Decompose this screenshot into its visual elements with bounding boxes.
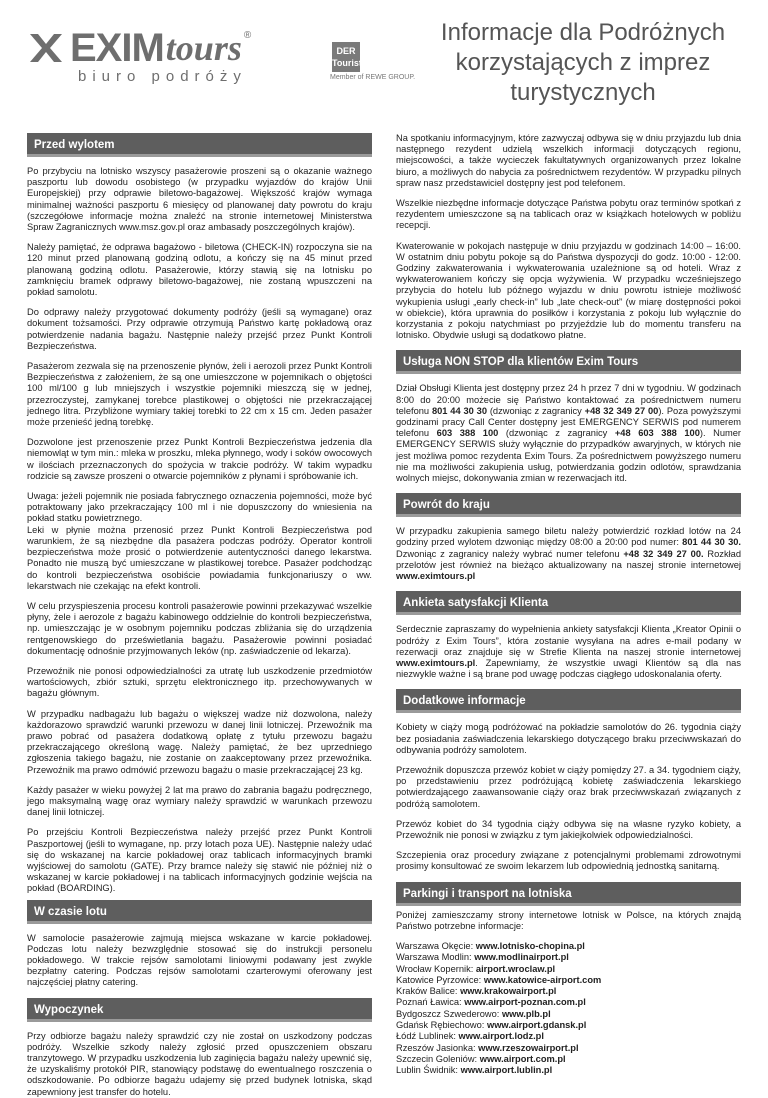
page-title-line-3: turystycznych	[510, 79, 656, 106]
section-header-dodatkowe-informacje: Dodatkowe informacje	[396, 689, 741, 713]
paragraph: Na spotkaniu informacyjnym, które zazwyczaj odbywa się w dniu przyjazdu lub dnia następnego rezydent udzielą wszelkich informacji dotyczących regionu, miejscowości, a także wycieczek fakultatywnych organizowanych przez lokalne biuro, a możliwych do nabycia za pośrednictwem rezydentów. W przypadku pilnych spraw nasz przedstawiciel dostępny jest pod telefonem.	[396, 133, 741, 188]
list-item: Warszawa Okęcie: www.lotnisko-chopina.pl	[396, 940, 585, 951]
phone-number: +48 32 349 27 00.	[623, 548, 704, 559]
paragraph: Do odprawy należy przygotować dokumenty podróży (jeśli są wymagane) oraz dokument tożsamości. Przy odprawie otrzymują Państwo kartę pokładową oraz potwierdzenie nadania bagażu. Następnie należy przejść przez Punkt Kontroli Bezpieczeństwa.	[27, 307, 372, 351]
paragraph: Przewóz kobiet do 34 tygodnia ciąży odbywa się na własne ryzyko kobiety, a Przewoźnik nie ponosi w związku z tym jakiejkolwiek odpowiedzialności.	[396, 818, 741, 840]
phone-number: 801 44 30 30.	[682, 537, 741, 548]
list-item: Lublin Świdnik: www.airport.lublin.pl	[396, 1065, 553, 1076]
der-touristik-logo	[330, 42, 416, 81]
paragraph: W samolocie pasażerowie zajmują miejsca wskazane w karcie pokładowej. Podczas lotu należy bezwzględnie stosować się do instrukcji personelu pokładowego. W trakcie rejsów samolotami liniowymi podawany jest zwykle bezpłatny catering. Podczas rejsów samolotami czarterowymi oferowany jest najczęściej płatny catering.	[27, 932, 372, 988]
phone-number: 801 44 30 30	[431, 405, 487, 416]
airport-link[interactable]: www.rzeszowairport.pl	[478, 1042, 579, 1053]
logo-registered-mark: ®	[243, 30, 252, 41]
list-item: Rzeszów Jasionka: www.rzeszowairport.pl	[396, 1042, 579, 1053]
section-header-wypoczynek: Wypoczynek	[27, 998, 372, 1022]
paragraph: W celu przyspieszenia procesu kontroli pasażerowie powinni przekazywać wszelkie płyny, żele i aerozole z bagażu kabinowego oddzielnie do kontroli bezpieczeństwa, np. umieszczając je w osobnym pojemniku podczas zbliżania się do urządzenia rentgenowskiego do prześwietlania bagażu. Pasażerowie powinni posiadać dokumentację odnośnie przyjmowanych leków (np. zaświadczenie od lekarza).	[27, 600, 372, 656]
left-column	[27, 133, 372, 1098]
paragraph: Przewoźnik nie ponosi odpowiedzialności za utratę lub uszkodzenie przedmiotów wartościowych, zbiór sztuki, sprzętu elektronicznego itp. przechowywanych w bagażu głównym.	[27, 665, 372, 699]
airport-link[interactable]: www.plb.pl	[501, 1008, 551, 1019]
section-header-non-stop: Usługa NON STOP dla klientów Exim Tours	[396, 350, 741, 374]
paragraph: Kwaterowanie w pokojach następuje w dniu przyjazdu w godzinach 14:00 – 16:00. W ostatnim dniu pobytu pokoje są do Państwa dyspozycji do godz. 10:00 - 12:00. Godziny zakwaterowania i wykwaterowania uzależnione są od hoteli. Wraz z wykwaterowaniem kończy się opcja wyżywienia. W przypadku wcześniejszego przybycia do hotelu lub późnego wyjazdu w dniu powrotu istnieje możliwość wykupienia usługi „early check-in” lub „late check-out” (w miarę dostępności pokoi w obiekcie), która uprawnia do posiłków i korzystania z pokoju lub wyłącznie do korzystania z pokoju natychmiast po przyjeździe lub do momentu transferu na lotnisko. Obydwie usługi są dodatkowo płatne.	[396, 240, 741, 341]
paragraph: Dozwolone jest przenoszenie przez Punkt Kontroli Bezpieczeństwa jedzenia dla niemowląt w tym min.: mleka w proszku, mleka płynnego, wody i soków owocowych w ilościach przeznaczonych do spożycia w trakcie podróży. W takim wypadku rodzicie są zawsze proszeni o otwarcie pojemników z płynami i spróbowanie ich.	[27, 437, 372, 481]
logo-tours-text: tours	[165, 28, 242, 68]
airport-link[interactable]: www.airport.gdansk.pl	[486, 1020, 587, 1031]
website-link[interactable]: www.eximtours.pl	[396, 571, 476, 582]
paragraph: W przypadku nadbagażu lub bagażu o większej wadze niż dozwolona, należy każdorazowo sprawdzić warunki przewozu w danej linii lotniczej. Przewoźnik ma prawo pobrać od pasażera dodatkową opłatę z tytułu przewozu bagażu przekraczającego określoną wagę. Należy pamiętać, że bez uprzedniego zgłoszenia takiego bagażu, nie zostanie on zaakceptowany przez przewoźnika. Przewoźnik ma prawo odmówić przewozu bagażu o masie przekraczającej 23 kg.	[27, 708, 372, 775]
paragraph: Kobiety w ciąży mogą podróżować na pokładzie samolotów do 26. tygodnia ciąży bez posiadania zaświadczenia lekarskiego dotyczącego braku przeciwwskazań do odbywania podróży samolotem.	[396, 722, 741, 755]
list-item: Poznań Ławica: www.airport-poznan.com.pl	[396, 997, 586, 1008]
paragraph-ankieta: Serdecznie zapraszamy do wypełnienia ankiety satysfakcji Klienta „Kreator Opinii o podróży z Exim Tours”, która zostanie wysyłana na adres e-mail podany w rezerwacji oraz znajduje się w Strefie Klienta na naszej stronie internetowej www.eximtours.pl. Zapewniamy, że wszystkie uwagi Klientów są dla nas niezwykle ważne i są brane pod uwagę podczas ciągłego udoskonalania oferty.	[396, 624, 741, 680]
airport-link[interactable]: www.katowice-airport.com	[483, 974, 602, 985]
airport-link[interactable]: www.lotnisko-chopina.pl	[475, 940, 585, 951]
list-item: Gdańsk Rębiechowo: www.airport.gdansk.pl	[396, 1020, 587, 1031]
airport-link[interactable]: www.modlinairport.pl	[474, 952, 569, 963]
paragraph: Pasażerom zezwala się na przenoszenie płynów, żeli i aerozoli przez Punkt Kontroli Bezpieczeństwa z założeniem, że są one umieszczone w pojemnikach o objętości 100 ml/100 g lub mniejszych i wszystkie pojemniki mieszczą się w jednej, przezroczystej, zamykanej torebce plastikowej o objętości nie przekraczającej jednego litra. Przybliżone wymiary takiej torebki to 22 cm x 15 cm. Jeden pasażer może przenieść jedną torebkę.	[27, 361, 372, 428]
section-header-przed-wylotem: Przed wylotem	[27, 133, 372, 157]
paragraph: Po przybyciu na lotnisko wszyscy pasażerowie proszeni są o okazanie ważnego paszportu lub dowodu osobistego (w przypadku wyjazdów do krajów Unii Europejskiej) przy odprawie biletowo-bagażowej. Większość krajów wymaga minimalnej ważności paszportu 6 miesięcy od planowanej daty powrotu do kraju (szczegółowe informacje można znaleźć na stronie internetowej Ministerstwa Spraw Zagranicznych www.msz.gov.pl oraz ambasady poszczególnych krajów).	[27, 166, 372, 233]
paragraph: Przewoźnik dopuszcza przewóz kobiet w ciąży pomiędzy 27. a 34. tygodniem ciąży, po przedstawieniu przez podróżującą kobietę zaświadczenia lekarskiego potwierdzającego zaawansowanie ciąży oraz brak przeciwwskazań związanych z podróżą samolotem.	[396, 764, 741, 809]
phone-number: +48 603 388 100	[614, 428, 700, 439]
list-item: Szczecin Goleniów: www.airport.com.pl	[396, 1053, 566, 1064]
list-item: Katowice Pyrzowice: www.katowice-airport.com	[396, 974, 602, 985]
der-member-text: Member of REWE GROUP.	[330, 74, 416, 81]
airport-link[interactable]: www.airport-poznan.com.pl	[464, 997, 586, 1008]
paragraph: Szczepienia oraz procedury związane z potencjalnymi problemami zdrowotnymi prosimy konsultować ze swoim lekarzem lub odpowiednią jednostką sanitarną.	[396, 850, 741, 872]
airport-link[interactable]: airport.wroclaw.pl	[475, 963, 556, 974]
logo-subtitle: biuro podróży	[78, 68, 247, 85]
logo-exim-text: EXIM	[70, 26, 164, 70]
section-header-powrot-do-kraju: Powrót do kraju	[396, 493, 741, 517]
page-title	[428, 18, 738, 108]
header	[0, 0, 768, 130]
paragraph: Przy odbiorze bagażu należy sprawdzić czy nie został on uszkodzony podczas podróży. Wszelkie szkody należy zgłosić przed opuszczeniem obszaru tranzytowego. W przypadku uszkodzenia lub zaginięcia bagażu należy upewnić się, że uzyskaliśmy protokół PIR, stanowiący podstawę do ewentualnego roszczenia o odszkodowanie. Po odbiorze bagażu udajemy się przed budynek lotniska, skąd zapewniony jest transfer do hotelu.	[27, 1030, 372, 1097]
paragraph: Po przejściu Kontroli Bezpieczeństwa należy przejść przez Punkt Kontroli Paszportowej (jeśli to wymagane, np. przy lotach poza UE). Następnie należy udać się do wskazanej na karcie pokładowej oraz tablicach informacyjnych bramki wyjściowej do samolotu (GATE). Przy bramce należy się stawić nie później niż o wskazanej w karcie pokładowej i na tablicach informacyjnych godzinie wejścia na pokład (BOARDING).	[27, 827, 372, 894]
airport-list	[396, 941, 741, 1077]
der-logo-box: DER Touristik	[332, 42, 360, 72]
paragraph: Wszelkie niezbędne informacje dotyczące Państwa pobytu oraz terminów spotkań z rezydentem umieszczone są na tablicach oraz w książkach hotelowych w pobliżu recepcji.	[396, 198, 741, 231]
list-item: Warszawa Modlin: www.modlinairport.pl	[396, 952, 569, 963]
phone-number: +48 32 349 27 00	[584, 405, 659, 416]
list-item: Kraków Balice: www.krakowairport.pl	[396, 986, 557, 997]
exim-x-icon	[28, 30, 64, 66]
section-header-w-czasie-lotu: W czasie lotu	[27, 900, 372, 924]
list-item: Wrocław Kopernik: airport.wroclaw.pl	[396, 963, 556, 974]
paragraph-powrot: W przypadku zakupienia samego biletu należy potwierdzić rozkład lotów na 24 godziny przed wylotem dzwoniąc między 08:00 a 20:00 pod numer: 801 44 30 30. Dzwoniąc z zagranicy należy wybrać numer telefonu +48 32 349 27 00. Rozkład przelotów jest również na bieżąco aktualizowany na naszej stronie internetowej www.eximtours.pl	[396, 526, 742, 582]
paragraph: Należy pamiętać, że odprawa bagażowo - biletowa (CHECK-IN) rozpoczyna sie na 120 minut przed planowaną godziną odlotu, a kończy się na 45 minut przed planowaną godziną odlotu. Pasażerowie, którzy stawią się na lotnisku po zamknięciu bramek odprawy biletowo-bagażowej, nie zostaną wpuszczeni na pokład samolotu.	[27, 242, 372, 298]
section-header-ankieta: Ankieta satysfakcji Klienta	[396, 591, 741, 615]
paragraph: Uwaga: jeżeli pojemnik nie posiada fabrycznego oznaczenia pojemności, może być potraktowany jako przekraczający 100 ml i nie dopuszczony do wniesienia na pokład statku powietrznego.	[27, 491, 372, 524]
website-link[interactable]: www.eximtours.pl	[396, 657, 476, 668]
airport-link[interactable]: www.airport.lodz.pl	[458, 1031, 544, 1042]
airport-link[interactable]: www.airport.com.pl	[479, 1053, 566, 1064]
section-header-parkingi: Parkingi i transport na lotniska	[396, 882, 741, 906]
paragraph: Każdy pasażer w wieku powyżej 2 lat ma prawo do zabrania bagażu podręcznego, jego maksymalną wagę oraz wymiary należy sprawdzić w warunkach przewozu danej linii lotniczej.	[27, 784, 372, 818]
right-column	[396, 133, 741, 1077]
paragraph-non-stop: Dział Obsługi Klienta jest dostępny przez 24 h przez 7 dni w tygodniu. W godzinach 8:00 do 20:00 możecie się Państwo kontaktować za pośrednictwem numeru telefonu 801 44 30 30 (dzwoniąc z zagranicy +48 32 349 27 00). Poza powyższymi godzinami pracy Call Center dostępny jest EMERGENCY SERWIS pod numerem telefonu 603 388 100 (dzwoniąc z zagranicy +48 603 388 100). Numer EMERGENCY SERWIS służy wyłącznie do przypadków awaryjnych, w których nie jest możliwa pomoc rezydenta Exim Tours. Za pośrednictwem powyższego numeru nie ma możliwości zakupienia usług, potwierdzania godzin odlotów, sprawdzania wolnych miejsc, dokonywania zmian w rezerwacjach itd.	[396, 383, 742, 484]
list-item: Bydgoszcz Szwederowo: www.plb.pl	[396, 1008, 551, 1019]
page-title-line-2: korzystających z imprez	[455, 49, 711, 76]
phone-number: 603 388 100	[436, 428, 499, 439]
airport-link[interactable]: www.krakowairport.pl	[460, 986, 557, 997]
paragraph: Poniżej zamieszczamy strony internetowe lotnisk w Polsce, na których znajdą Państwo potrzebne informacje:	[396, 909, 741, 931]
airport-link[interactable]: www.airport.lublin.pl	[460, 1065, 553, 1076]
paragraph: Leki w płynie można przenosić przez Punkt Kontroli Bezpieczeństwa pod warunkiem, że są niezbędne dla pasażera podczas podróży. Operator kontroli bezpieczeństwa może prosić o potwierdzenie autentyczności danego lekarstwa. Ponadto nie muszą być umieszczane w plastikowej torebce. Pasażer podchodząc do kontroli bezpieczeństwa osobiście powiadamia funkcjonariuszy o ww. lekarstwach nie czekając na efekt kontroli.	[27, 524, 372, 591]
exim-tours-logo	[28, 26, 252, 85]
page-title-line-1: Informacje dla Podróżnych	[440, 19, 726, 46]
list-item: Łódź Lublinek: www.airport.lodz.pl	[396, 1031, 544, 1042]
